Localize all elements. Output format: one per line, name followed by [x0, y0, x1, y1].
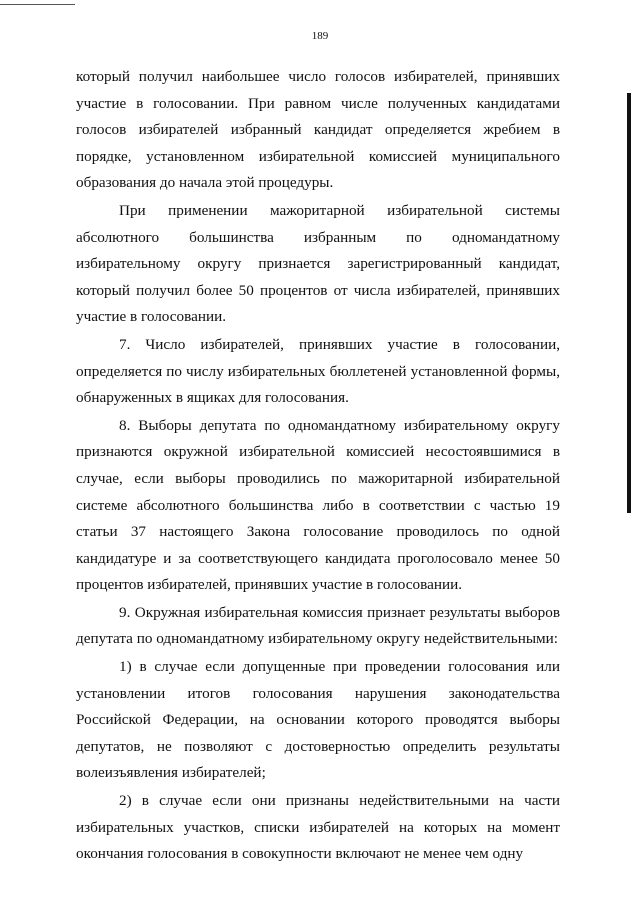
paragraph-item-9: 9. Окружная избирательная комиссия признает результаты выборов депутата по одномандатному избирательному округу недействительными: [76, 603, 560, 648]
scan-edge-bar [627, 93, 631, 513]
paragraph-item-8: 8. Выборы депутата по одномандатному избирательному округу признаются окружной избирательной комиссией несостоявшимися в случае, если выборы проводились по мажоритарной избирательной системе абсолютного большинства либо в соответствии с частью 19 статьи 37 настоящего Закона голосование проводилось по одной кандидатуре и за соответствующего кандидата проголосовало менее 50 процентов избирателей, принявших участие в голосовании. [76, 416, 560, 594]
paragraph-majority-system: При применении мажоритарной избирательной системы абсолютного большинства избранным по одномандатному избирательному округу признается зарегистрированный кандидат, который получил более 50 процентов от числа избирателей, принявших участие в голосовании. [76, 201, 560, 326]
paragraph-subitem-1: 1) в случае если допущенные при проведении голосования или установлении итогов голосования нарушения законодательства Российской Федерации, на основании которого проводятся выборы депутатов, не позволяют с достоверностью определить результаты волеизъявления избирателей; [76, 658, 560, 782]
page-number: 189 [311, 30, 329, 42]
paragraph-item-7: 7. Число избирателей, принявших участие в голосовании, определяется по числу избирательных бюллетеней установленной формы, обнаруженных в ящиках для голосования. [76, 335, 560, 407]
paragraph-continuation: который получил наибольшее число голосов избирателей, принявших участие в голосовании. При равном числе полученных кандидатами голосов избирателей избранный кандидат определяется жребием в порядке, установленном избирательной комиссией муниципального образования до начала этой процедуры. [76, 68, 560, 192]
scan-corner-mark [0, 0, 75, 5]
document-body [76, 64, 560, 868]
paragraph-subitem-2: 2) в случае если они признаны недействительными на части избирательных участков, списки избирателей на которых на момент окончания голосования в совокупности включают не менее чем одну [76, 792, 560, 863]
